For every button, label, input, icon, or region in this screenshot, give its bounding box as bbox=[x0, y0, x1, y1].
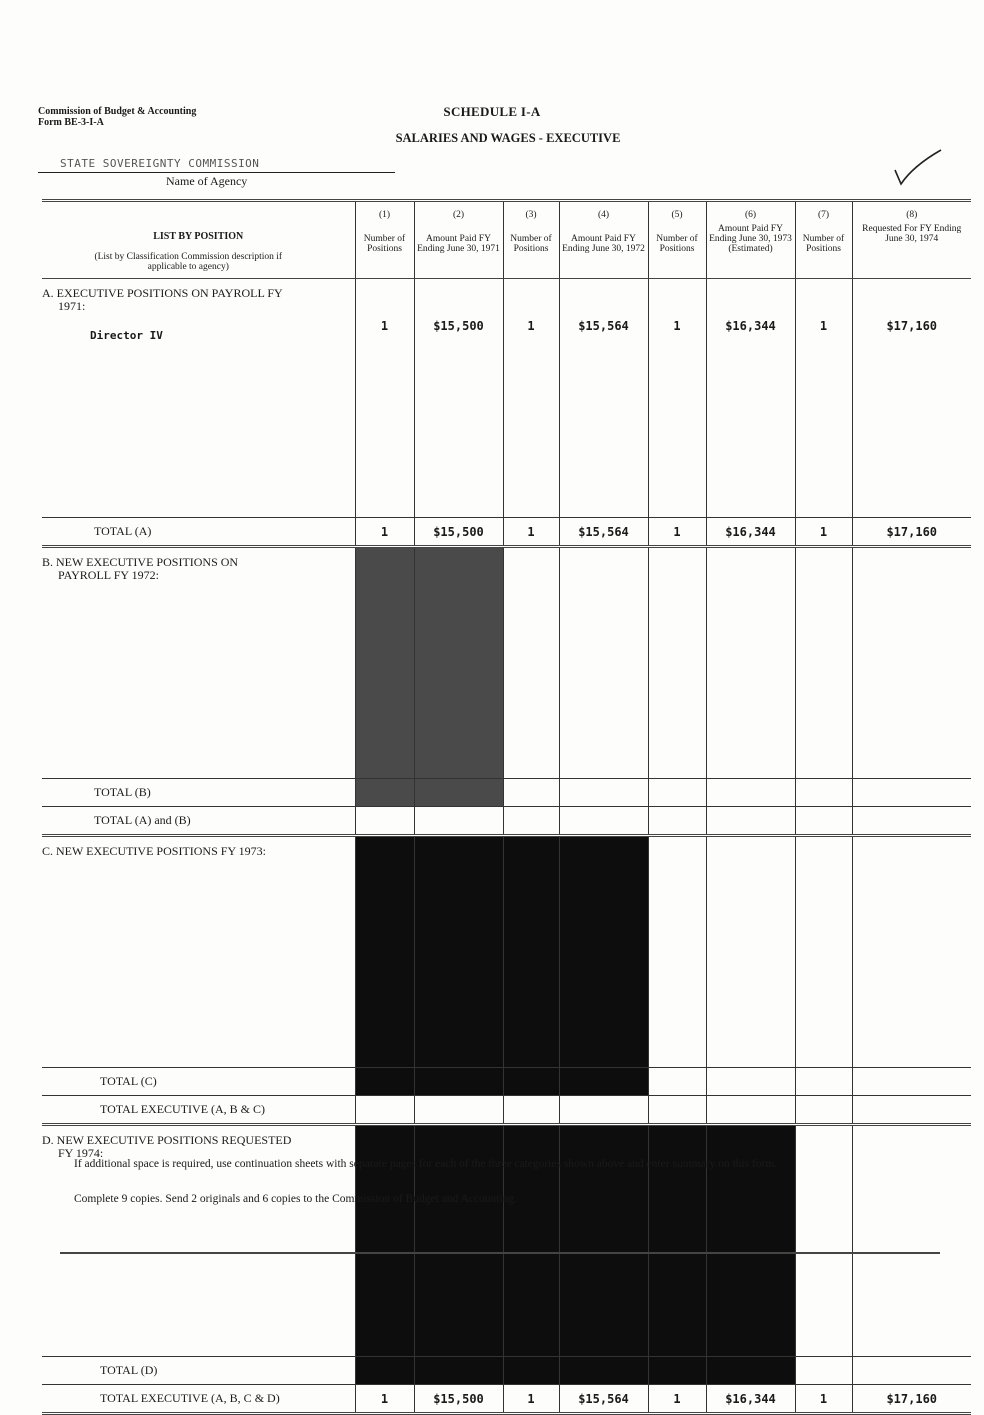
table-cell bbox=[559, 779, 648, 807]
table-cell bbox=[852, 1357, 971, 1385]
position-name: Director IV bbox=[90, 329, 163, 342]
table-cell bbox=[559, 279, 648, 518]
total-a-value-1: 1 bbox=[355, 518, 414, 547]
continuation-note: If additional space is required, use continuation sheets with separate pages for each of the three categories shown above and enter summary on this form. bbox=[74, 1158, 778, 1170]
table-cell bbox=[414, 1068, 503, 1096]
copies-note: Complete 9 copies. Send 2 originals and 6 copies to the Commission of Budget and Accounting. bbox=[74, 1193, 518, 1205]
total-a-value-7: 1 bbox=[795, 518, 852, 547]
table-cell bbox=[706, 1357, 795, 1385]
section-c-title: C. NEW EXECUTIVE POSITIONS FY 1973: bbox=[42, 844, 266, 858]
bottom-rule bbox=[60, 1252, 940, 1254]
table-cell bbox=[648, 1357, 706, 1385]
table-cell bbox=[503, 807, 559, 836]
table-cell bbox=[355, 1357, 414, 1385]
table-cell bbox=[355, 807, 414, 836]
table-cell bbox=[852, 807, 971, 836]
agency-underline bbox=[38, 172, 395, 173]
total-a-value-6: $16,344 bbox=[706, 518, 795, 547]
table-cell bbox=[852, 547, 971, 779]
section-a-value-7: 1 bbox=[819, 319, 828, 333]
schedule-title: SCHEDULE I-A bbox=[443, 104, 541, 119]
table-cell bbox=[795, 1357, 852, 1385]
table-cell bbox=[355, 1068, 414, 1096]
section-d-title: D. NEW EXECUTIVE POSITIONS REQUESTED FY 1974: bbox=[42, 1133, 292, 1160]
col-header-3: (3) Number of Positions bbox=[503, 201, 559, 279]
table-cell bbox=[559, 807, 648, 836]
table-cell bbox=[414, 807, 503, 836]
total-a-value-4: $15,564 bbox=[559, 518, 648, 547]
table-cell bbox=[648, 547, 706, 779]
col-header-1: (1) Number of Positions bbox=[355, 201, 414, 279]
total-b-label: TOTAL (B) bbox=[42, 779, 355, 807]
table-cell bbox=[648, 807, 706, 836]
table-cell bbox=[852, 779, 971, 807]
section-b-title: B. NEW EXECUTIVE POSITIONS ON PAYROLL FY 1972: bbox=[42, 555, 239, 582]
table-cell bbox=[795, 779, 852, 807]
table-cell bbox=[414, 1096, 503, 1125]
blocked-cell bbox=[414, 547, 503, 779]
table-cell bbox=[706, 1068, 795, 1096]
table-cell bbox=[852, 1068, 971, 1096]
table-cell bbox=[795, 279, 852, 518]
table-cell bbox=[414, 279, 503, 518]
salaries-table bbox=[42, 199, 971, 1415]
table-cell bbox=[355, 836, 414, 1068]
table-cell bbox=[414, 1357, 503, 1385]
total-ab-row bbox=[42, 807, 971, 836]
table-cell bbox=[503, 779, 559, 807]
section-a-value-6: $16,344 bbox=[725, 319, 776, 333]
total-d-label: TOTAL (D) bbox=[42, 1357, 355, 1385]
position-column-header bbox=[42, 201, 355, 279]
table-cell bbox=[795, 1068, 852, 1096]
section-a-title: A. EXECUTIVE POSITIONS ON PAYROLL FY 1971: Director IV bbox=[42, 279, 355, 518]
table-cell bbox=[795, 836, 852, 1068]
position-note: (List by Classification Commission description if applicable to agency) bbox=[94, 252, 283, 272]
total-exec-abcd-row bbox=[42, 1385, 971, 1414]
total-exec-value-6: $16,344 bbox=[706, 1385, 795, 1414]
table-cell bbox=[648, 1096, 706, 1125]
total-a-value-8: $17,160 bbox=[852, 518, 971, 547]
table-cell bbox=[795, 807, 852, 836]
total-a-row bbox=[42, 518, 971, 547]
total-c-label: TOTAL (C) bbox=[42, 1068, 355, 1096]
col-header-6: (6) Amount Paid FY Ending June 30, 1973 (Estimated) bbox=[706, 201, 795, 279]
table-cell bbox=[355, 279, 414, 518]
total-a-value-3: 1 bbox=[503, 518, 559, 547]
section-a-value-2: $15,500 bbox=[433, 319, 484, 333]
agency-name-label: Name of Agency bbox=[166, 174, 248, 188]
table-cell bbox=[648, 836, 706, 1068]
table-cell bbox=[706, 836, 795, 1068]
column-header-row bbox=[42, 201, 971, 279]
section-c-row bbox=[42, 836, 971, 1068]
col-header-7: (7) Number of Positions bbox=[795, 201, 852, 279]
checkmark-icon bbox=[893, 148, 943, 188]
table-cell bbox=[706, 807, 795, 836]
table-cell bbox=[795, 547, 852, 779]
total-d-row bbox=[42, 1357, 971, 1385]
table-cell bbox=[503, 836, 559, 1068]
table-cell bbox=[852, 1096, 971, 1125]
col-header-8: (8) Requested For FY Ending June 30, 1974 bbox=[852, 201, 971, 279]
section-a-row bbox=[42, 279, 971, 518]
table-cell bbox=[559, 836, 648, 1068]
section-a-value-3: 1 bbox=[527, 319, 535, 333]
table-cell bbox=[503, 279, 559, 518]
table-cell bbox=[852, 279, 971, 518]
table-cell bbox=[355, 1096, 414, 1125]
total-exec-value-4: $15,564 bbox=[559, 1385, 648, 1414]
table-cell bbox=[706, 1096, 795, 1125]
total-exec-abc-label: TOTAL EXECUTIVE (A, B & C) bbox=[42, 1096, 355, 1125]
total-ab-label: TOTAL (A) and (B) bbox=[42, 807, 355, 836]
section-a-value-5: 1 bbox=[673, 319, 681, 333]
total-exec-abc-row bbox=[42, 1096, 971, 1125]
table-cell bbox=[414, 836, 503, 1068]
total-exec-value-7: 1 bbox=[795, 1385, 852, 1414]
blocked-cell bbox=[355, 547, 414, 779]
total-c-row bbox=[42, 1068, 971, 1096]
section-a-value-4: $15,564 bbox=[578, 319, 629, 333]
table-cell bbox=[559, 547, 648, 779]
table-cell bbox=[648, 1068, 706, 1096]
col-header-2: (2) Amount Paid FY Ending June 30, 1971 bbox=[414, 201, 503, 279]
table-cell bbox=[503, 1357, 559, 1385]
total-exec-value-5: 1 bbox=[648, 1385, 706, 1414]
commission-name: Commission of Budget & Accounting bbox=[38, 106, 197, 117]
col-header-5: (5) Number of Positions bbox=[648, 201, 706, 279]
list-by-position-label: LIST BY POSITION bbox=[153, 231, 244, 242]
table-cell bbox=[706, 779, 795, 807]
table-cell bbox=[559, 1096, 648, 1125]
total-exec-value-3: 1 bbox=[503, 1385, 559, 1414]
total-a-value-5: 1 bbox=[648, 518, 706, 547]
table-cell bbox=[503, 547, 559, 779]
form-number: Form BE-3-I-A bbox=[38, 117, 104, 128]
table-cell bbox=[503, 1096, 559, 1125]
table-cell bbox=[559, 1357, 648, 1385]
section-a-value-8: $17,160 bbox=[886, 319, 938, 333]
table-cell bbox=[852, 836, 971, 1068]
section-a-value-1: 1 bbox=[380, 319, 389, 333]
agency-name-value: STATE SOVEREIGNTY COMMISSION bbox=[60, 157, 260, 170]
col-header-4: (4) Amount Paid FY Ending June 30, 1972 bbox=[559, 201, 648, 279]
total-exec-value-8: $17,160 bbox=[852, 1385, 971, 1414]
total-exec-abcd-label: TOTAL EXECUTIVE (A, B, C & D) bbox=[42, 1385, 355, 1414]
table-cell bbox=[706, 279, 795, 518]
table-cell bbox=[795, 1096, 852, 1125]
table-cell bbox=[648, 779, 706, 807]
total-b-row bbox=[42, 779, 971, 807]
total-exec-value-1: 1 bbox=[355, 1385, 414, 1414]
table-cell bbox=[559, 1068, 648, 1096]
table-cell bbox=[355, 779, 414, 807]
table-cell bbox=[706, 547, 795, 779]
section-b-row bbox=[42, 547, 971, 779]
table-cell bbox=[648, 279, 706, 518]
total-a-value-2: $15,500 bbox=[414, 518, 503, 547]
table-cell bbox=[414, 779, 503, 807]
table-cell bbox=[503, 1068, 559, 1096]
total-exec-value-2: $15,500 bbox=[414, 1385, 503, 1414]
schedule-subtitle: SALARIES AND WAGES - EXECUTIVE bbox=[395, 131, 621, 145]
total-a-label: TOTAL (A) bbox=[42, 518, 355, 547]
